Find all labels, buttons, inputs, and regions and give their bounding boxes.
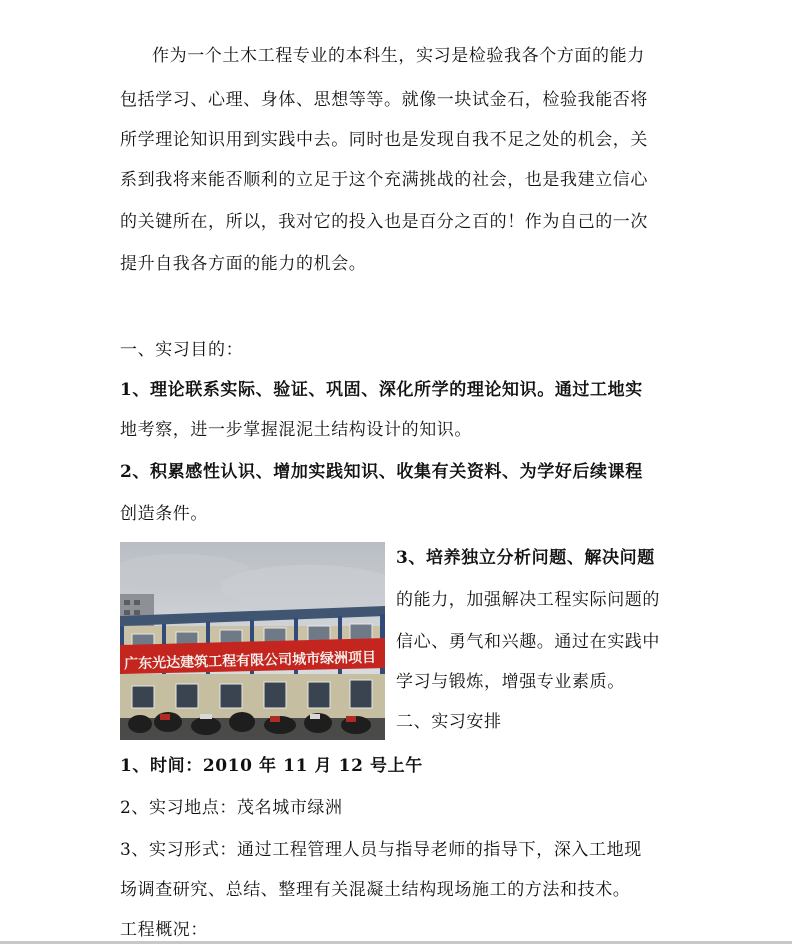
intro-line-4: 系到我将来能否顺利的立足于这个充满挑战的社会，也是我建立信心 — [120, 170, 648, 190]
purpose-item-2-line-2: 创造条件。 — [120, 504, 208, 524]
purpose-item-3-line-3: 信心、勇气和兴趣。通过在实践中 — [396, 632, 660, 652]
section1-heading: 一、实习目的： — [120, 340, 244, 360]
banner-text: 广东光达建筑工程有限公司城市绿洲项目 — [123, 649, 377, 673]
schedule-form-line-1: 3、实习形式：通过工程管理人员与指导老师的指导下，深入工地现 — [120, 840, 642, 860]
site-photo — [120, 542, 385, 740]
intro-line-3: 所学理论知识用到实践中去。同时也是发现自我不足之处的机会，关 — [120, 130, 648, 150]
schedule-time: 1、时间：2010 年 11 月 12 号上午 — [120, 756, 423, 776]
purpose-item-1-line-1: 1、理论联系实际、验证、巩固、深化所学的理论知识。通过工地实 — [120, 380, 643, 400]
purpose-item-2-line-1: 2、积累感性认识、增加实践知识、收集有关资料、为学好后续课程 — [120, 462, 643, 482]
purpose-item-3-line-1: 3、培养独立分析问题、解决问题 — [396, 548, 655, 568]
purpose-item-1-line-2: 地考察，进一步掌握混泥土结构设计的知识。 — [120, 420, 472, 440]
intro-line-2: 包括学习、心理、身体、思想等等。就像一块试金石，检验我能否将 — [120, 90, 648, 110]
intro-line-6: 提升自我各方面的能力的机会。 — [120, 254, 367, 274]
section2-heading: 二、实习安排 — [396, 712, 502, 732]
purpose-item-3-line-4: 学习与锻炼，增强专业素质。 — [396, 672, 625, 692]
purpose-item-3-line-2: 的能力，加强解决工程实际问题的 — [396, 590, 660, 610]
intro-line-5: 的关键所在，所以，我对它的投入也是百分之百的！作为自己的一次 — [120, 212, 648, 232]
intro-line-1: 作为一个土木工程专业的本科生，实习是检验我各个方面的能力 — [152, 46, 645, 66]
schedule-place: 2、实习地点：茂名城市绿洲 — [120, 798, 343, 818]
project-overview-heading: 工程概况： — [120, 920, 208, 940]
schedule-form-line-2: 场调查研究、总结、整理有关混凝土结构现场施工的方法和技术。 — [120, 880, 631, 900]
construction-site-image — [120, 542, 385, 740]
